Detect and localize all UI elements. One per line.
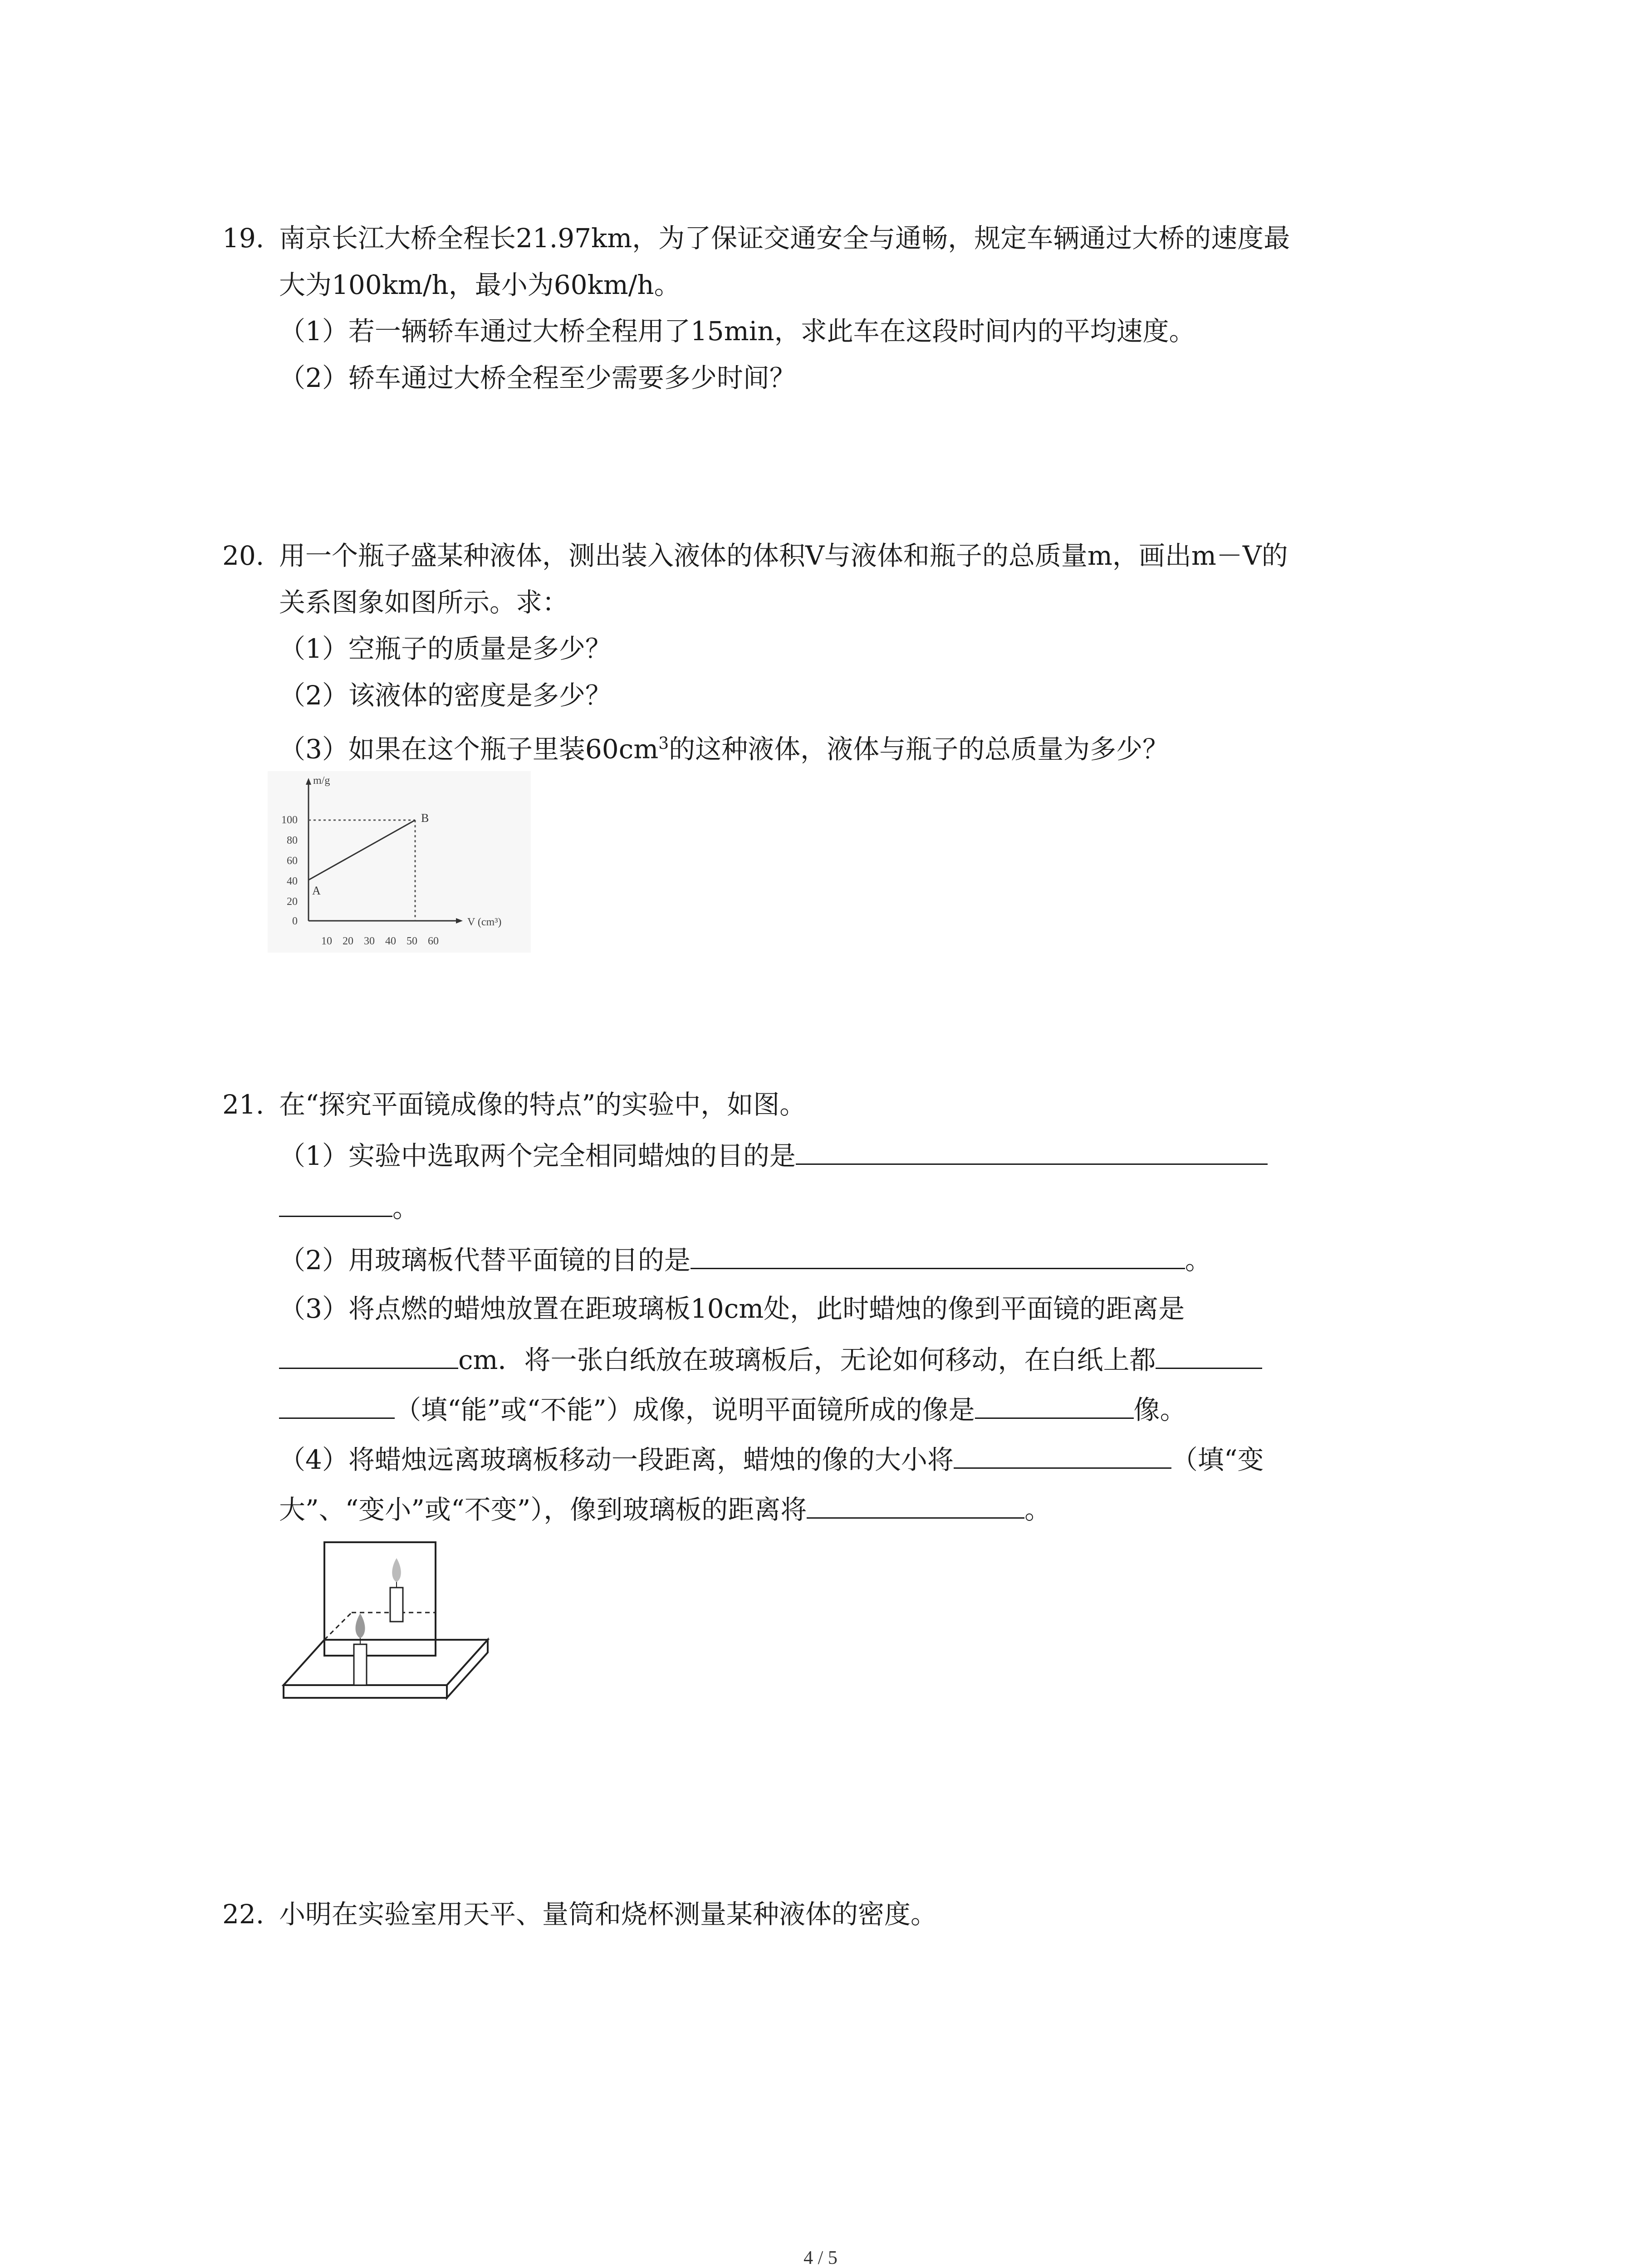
y-tick: 20 [287,896,298,908]
sub-question-text: （4）将蜡烛远离玻璃板移动一段距离，蜡烛的像的大小将 [279,1444,954,1475]
y-tick: 100 [281,814,298,826]
answer-blank-5[interactable] [975,1390,1134,1419]
point-b-label: B [421,811,429,825]
question-number: 19. [222,223,265,254]
y-tick: 40 [287,875,298,887]
point-a-label: A [312,884,321,897]
question-text: 南京长江大桥全程长21.97km，为了保证交通安全与通畅，规定车辆通过大桥的速度最 [279,223,1290,254]
x-tick: 50 [407,935,417,947]
sub-question-1: （1）空瓶子的质量是多少？ [279,633,612,664]
flame-icon [392,1558,401,1582]
question-text: 大为100km/h，最小为60km/h。 [279,269,681,300]
answer-blank-1[interactable] [796,1136,1268,1165]
mass-volume-graph [268,771,531,953]
sub-question-text: 像。 [1133,1394,1186,1425]
sub-question-3 [279,726,1169,767]
sub-question-text: 大”、“变小”或“不变”），像到玻璃板的距离将 [279,1494,807,1525]
sub-question-text: （填“能”或“不能”）成像，说明平面镜所成的像是 [395,1394,975,1425]
question-number: 21. [222,1089,265,1120]
answer-blank-4-cont[interactable] [279,1390,395,1419]
answer-blank-7[interactable] [807,1490,1024,1519]
sub-question-2 [279,1241,1211,1278]
x-tick: 30 [364,935,375,947]
punctuation: 。 [392,1193,419,1223]
plane-mirror-experiment-figure [279,1535,492,1712]
sub-question-text: （填“变 [1171,1444,1264,1475]
image-candle [390,1588,403,1622]
sub-question-3-cont [279,1390,1186,1428]
y-tick: 60 [287,855,298,867]
answer-blank-3[interactable] [279,1340,458,1369]
punctuation: 。 [1185,1245,1211,1276]
answer-blank-2[interactable] [691,1241,1185,1269]
x-tick: 20 [343,935,353,947]
sub-question-1-cont [279,1188,419,1226]
question-text: 用一个瓶子盛某种液体，测出装入液体的体积V与液体和瓶子的总质量m，画出m－V的 [279,540,1288,571]
answer-blank-1-cont[interactable] [279,1188,392,1217]
sub-question-1 [279,1136,1268,1174]
y-tick: 80 [287,835,298,846]
question-text: 小明在实验室用天平、量筒和烧杯测量某种液体的密度。 [279,1899,937,1930]
glass-plate [324,1542,436,1656]
question-number: 20. [222,540,265,571]
base-board-front [284,1685,447,1698]
sub-question-3: （3）将点燃的蜡烛放置在距玻璃板10cm处，此时蜡烛的像到平面镜的距离是 [279,1293,1185,1324]
answer-blank-6[interactable] [954,1440,1171,1469]
y-tick: 0 [292,915,298,927]
sub-question-4 [279,1440,1264,1478]
x-tick: 60 [428,935,439,947]
answer-blank-4[interactable] [1156,1340,1262,1369]
page-number: 4 / 5 [803,2248,838,2268]
question-number: 22. [222,1899,265,1930]
sub-question-2: （2）该液体的密度是多少？ [279,680,612,711]
x-tick: 40 [385,935,396,947]
x-axis-label: V (cm³) [467,916,502,928]
sub-question-text: 的这种液体，液体与瓶子的总质量为多少？ [669,733,1169,765]
sub-question-text: cm．将一张白纸放在玻璃板后，无论如何移动，在白纸上都 [458,1344,1156,1375]
sub-question-text: （1）实验中选取两个完全相同蜡烛的目的是 [279,1140,796,1171]
hidden-edge [324,1613,352,1640]
sub-question-3-cont [279,1340,1262,1378]
punctuation: 。 [1024,1494,1051,1525]
superscript: 3 [658,734,669,753]
y-axis-label: m/g [313,775,330,787]
flame-icon [356,1613,365,1638]
sub-question-1: （1）若一辆轿车通过大桥全程用了15min，求此车在这段时间内的平均速度。 [279,316,1195,347]
sub-question-text: （2）用玻璃板代替平面镜的目的是 [279,1245,691,1276]
sub-question-2: （2）轿车通过大桥全程至少需要多少时间？ [279,362,796,393]
x-tick: 10 [321,935,332,947]
question-text: 关系图象如图所示。求： [279,587,569,618]
burning-candle [354,1644,367,1685]
sub-question-text: （3）如果在这个瓶子里装60cm [279,733,659,765]
question-text: 在“探究平面镜成像的特点”的实验中，如图。 [279,1089,806,1120]
sub-question-4-cont [279,1490,1051,1528]
